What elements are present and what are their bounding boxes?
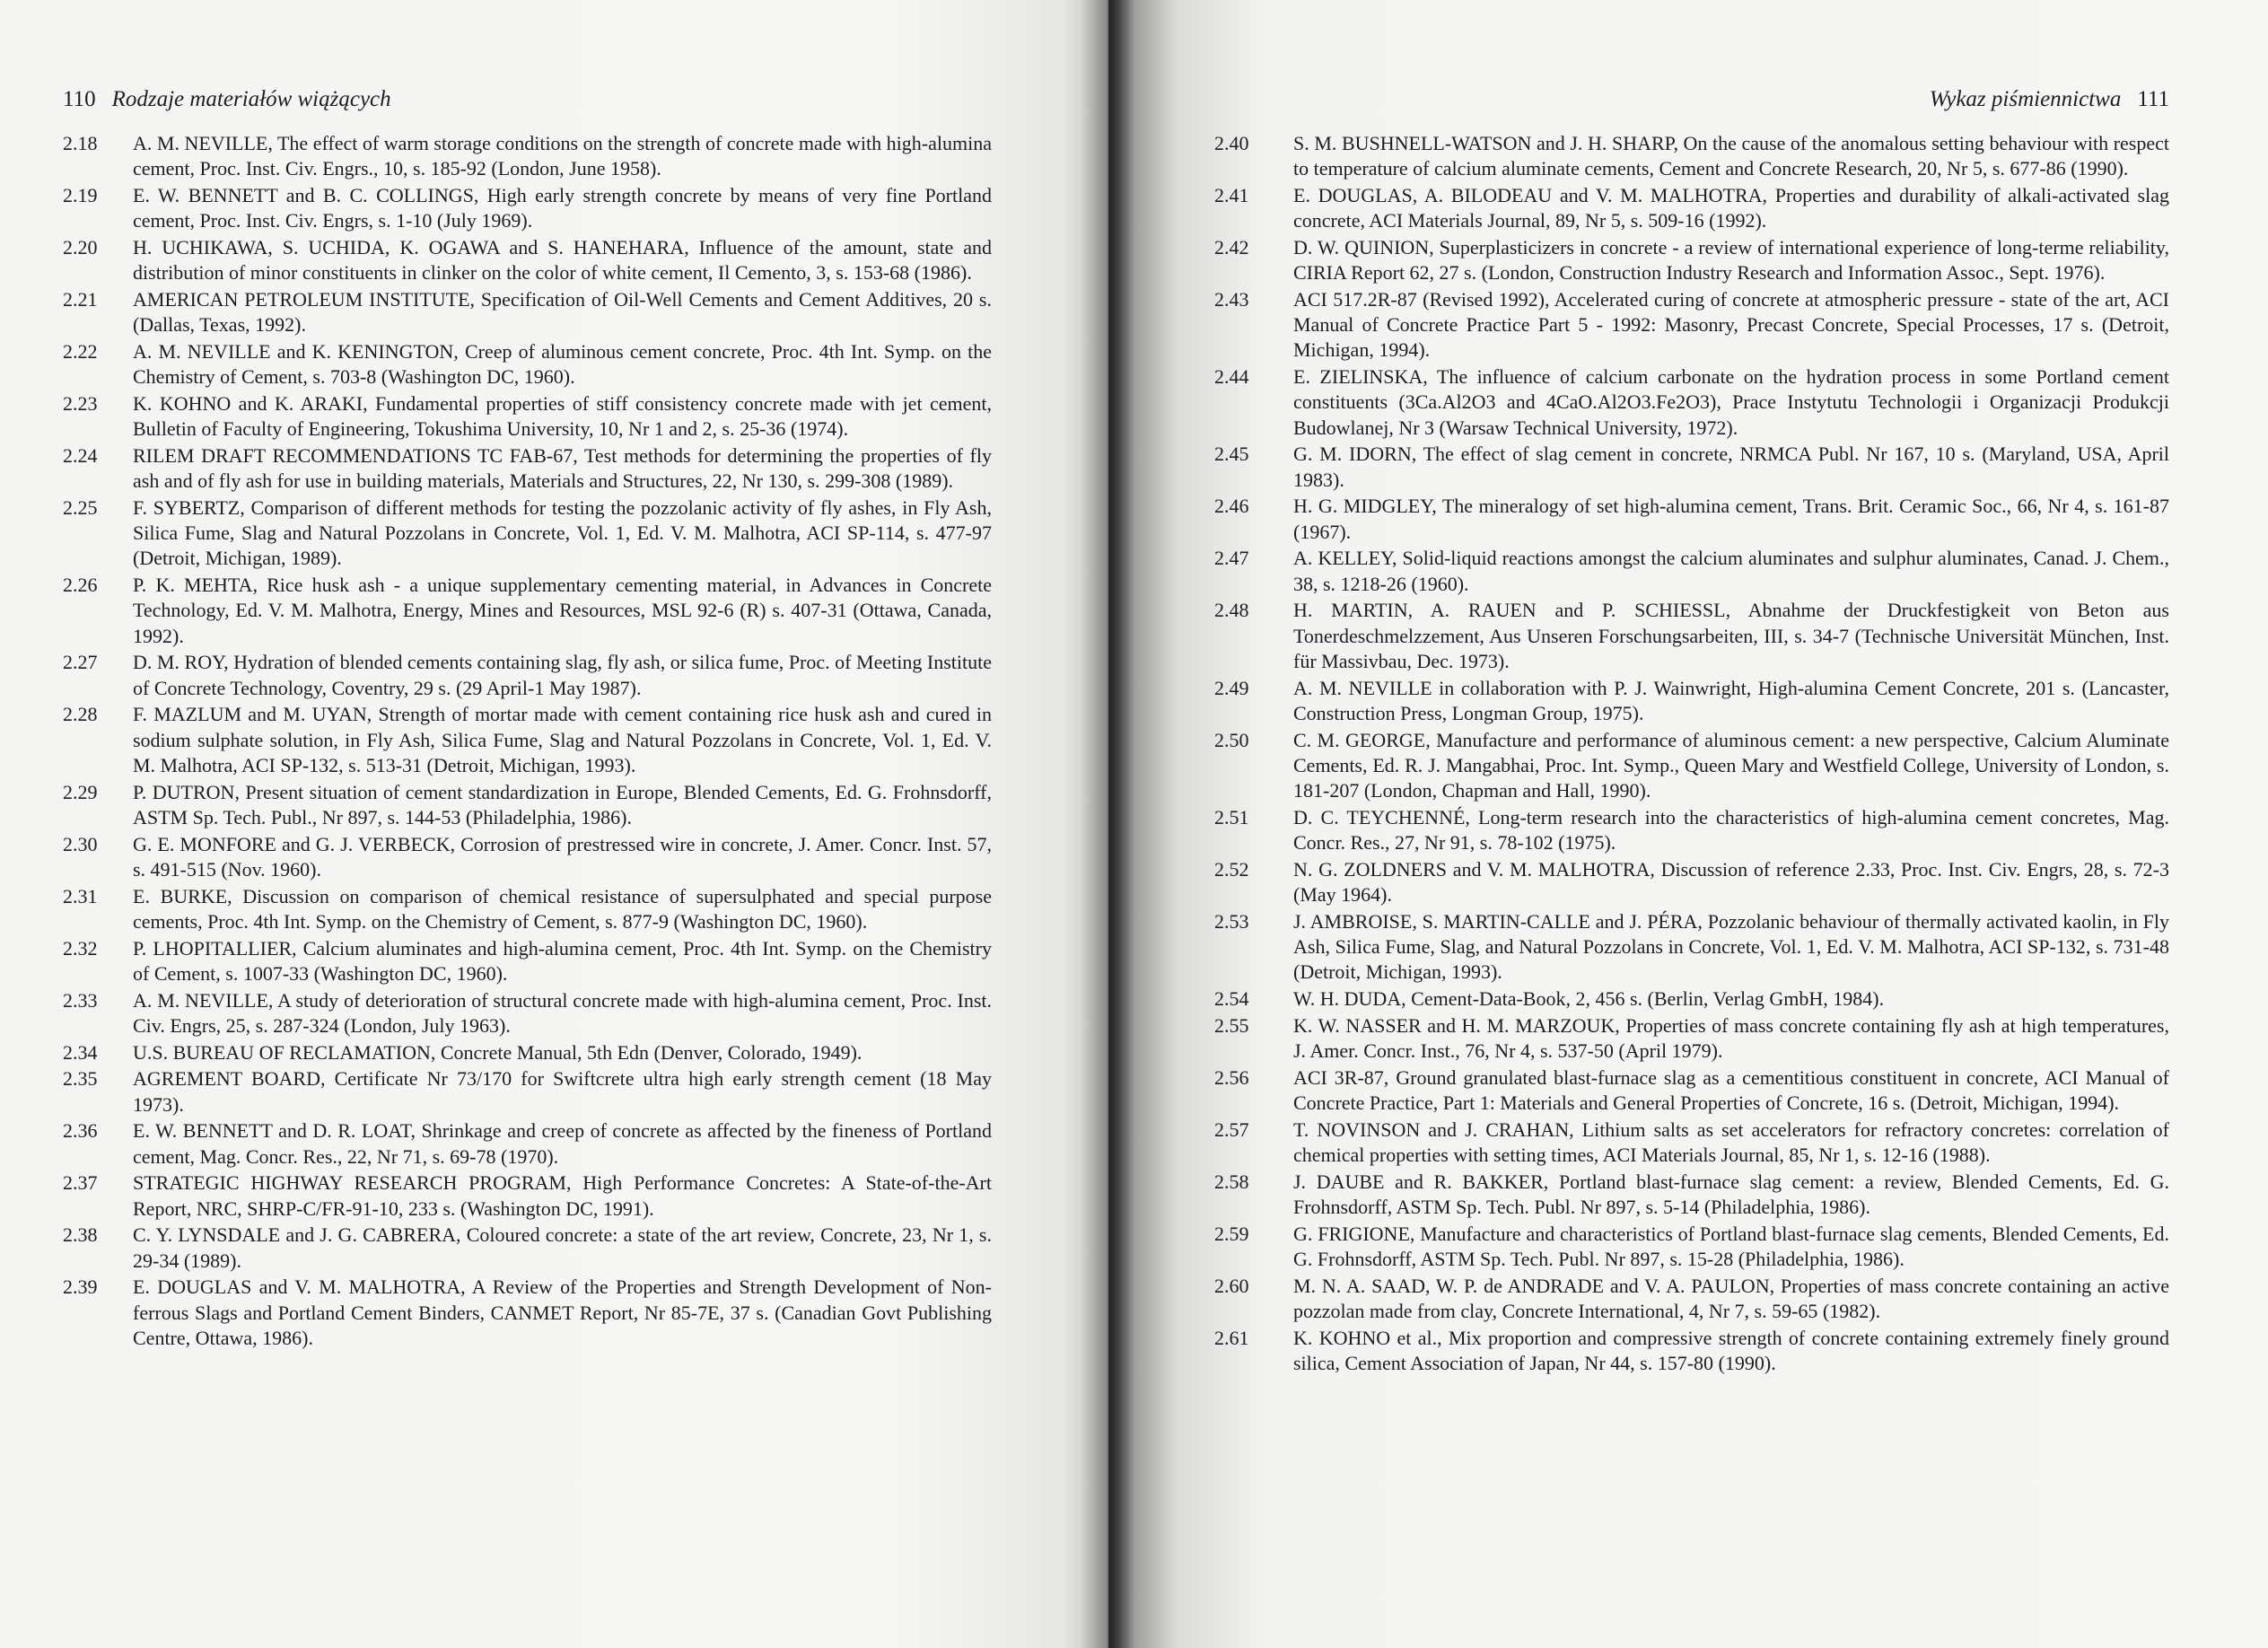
reference-number: 2.40	[1214, 132, 1249, 154]
gutter-shadow	[1081, 0, 1135, 1648]
reference-entry	[63, 131, 992, 181]
reference-text: E. W. BENNETT and B. C. COLLINGS, High early strength concrete by means of very fine Portland cement, Proc. Inst. Civ. Engrs, s. 1-10 (July 1969).	[133, 184, 992, 232]
reference-entry	[1214, 183, 2169, 233]
reference-text: D. M. ROY, Hydration of blended cements containing slag, fly ash, or silica fume, Proc. of Meeting Institute of Concrete Technology, Coventry, 29 s. (29 April-1 May 1987).	[133, 651, 992, 699]
reference-number: 2.36	[63, 1119, 98, 1143]
reference-number: 2.47	[1214, 547, 1249, 570]
reference-number: 2.46	[1214, 495, 1249, 518]
reference-entry	[63, 1066, 992, 1117]
reference-text: D. C. TEYCHENNÉ, Long-term research into the characteristics of high-alumina cement concretes, Mag. Concr. Res., 27, Nr 91, s. 78-102 (1975).	[1293, 805, 2169, 855]
reference-number: 2.27	[63, 651, 98, 674]
reference-number: 2.21	[63, 288, 98, 311]
reference-number: 2.44	[1214, 365, 1249, 389]
reference-text: H. G. MIDGLEY, The mineralogy of set high-alumina cement, Trans. Brit. Ceramic Soc., 66, Nr 4, s. 161-87 (1967).	[1293, 495, 2169, 543]
reference-text: K. KOHNO et al., Mix proportion and compressive strength of concrete containing extremely finely ground silica, Cement Association of Japan, Nr 44, s. 157-80 (1990).	[1293, 1326, 2169, 1375]
reference-text: A. M. NEVILLE and K. KENINGTON, Creep of aluminous cement concrete, Proc. 4th Int. Symp. on the Chemistry of Cement, s. 703-8 (Washington DC, 1960).	[133, 340, 992, 389]
reference-text: ACI 3R-87, Ground granulated blast-furnace slag as a cementitious constituent in concrete, ACI Manual of Concrete Practice, Part 1: Materials and General Properties of Concrete, 16 s. (Detroit, Michigan, 1994).	[1293, 1065, 2169, 1115]
reference-number: 2.52	[1214, 857, 1249, 881]
reference-entry	[63, 650, 992, 700]
reference-entry	[1214, 909, 2169, 986]
reference-entry	[63, 287, 992, 337]
reference-number: 2.18	[63, 132, 98, 154]
reference-text: K. KOHNO and K. ARAKI, Fundamental properties of stiff consistency concrete made with jet cement, Bulletin of Faculty of Engineering, Tokushima University, 10, Nr 1 and 2, s. 25-36 (1974).	[133, 392, 992, 441]
reference-text: E. BURKE, Discussion on comparison of chemical resistance of supersulphated and special purpose cements, Proc. 4th Int. Symp. on the Chemistry of Cement, s. 877-9 (Washington DC, 1960).	[133, 884, 992, 933]
reference-number: 2.60	[1214, 1274, 1249, 1297]
reference-text: C. M. GEORGE, Manufacture and performance of aluminous cement: a new perspective, Calcium Aluminate Cements, Ed. R. J. Mangabhai, Proc. Int. Symp., Queen Mary and Westfield College, University of London, s. 181-207 (London, Chapman and Hall, 1990).	[1293, 728, 2169, 802]
reference-text: C. Y. LYNSDALE and J. G. CABRERA, Coloured concrete: a state of the art review, Concrete, 23, Nr 1, s. 29-34 (1989).	[133, 1223, 992, 1272]
reference-entry	[1214, 728, 2169, 804]
reference-entry	[1214, 494, 2169, 544]
reference-entry	[1214, 1065, 2169, 1116]
reference-text: F. SYBERTZ, Comparison of different methods for testing the pozzolanic activity of fly ashes, in Fly Ash, Silica Fume, Slag and Natural Pozzolans in Concrete, Vol. 1, Ed. V. M. Malhotra, ACI SP-114, s. 477-97 (Detroit, Michigan, 1989).	[133, 496, 992, 570]
reference-number: 2.51	[1214, 805, 1249, 828]
reference-text: E. DOUGLAS and V. M. MALHOTRA, A Review of the Properties and Strength Development of Non-ferrous Slags and Portland Cement Binders, CANMET Report, Nr 85-7E, 37 s. (Canadian Govt Publishing Centre, Ottawa, 1986).	[133, 1275, 992, 1349]
right-page-number: 111	[2137, 87, 2169, 111]
reference-entry	[1214, 1118, 2169, 1168]
reference-text: E. ZIELINSKA, The influence of calcium carbonate on the hydration process in some Portland cement constituents (3Ca.Al2O3 and 4CaO.Al2O3.Fe2O3), Prace Instytutu Technologii i Organizacji Produkcji Budowlanej, Nr 3 (Warsaw Technical University, 1972).	[1293, 365, 2169, 439]
reference-number: 2.24	[63, 444, 98, 467]
reference-text: M. N. A. SAAD, W. P. de ANDRADE and V. A. PAULON, Properties of mass concrete containing an active pozzolan made from clay, Concrete International, 4, Nr 7, s. 59-65 (1982).	[1293, 1274, 2169, 1323]
left-running-head	[63, 86, 992, 113]
left-reference-list	[63, 131, 992, 1351]
reference-entry	[63, 235, 992, 285]
reference-entry	[63, 495, 992, 572]
reference-entry	[1214, 131, 2169, 181]
reference-text: H. MARTIN, A. RAUEN and P. SCHIESSL, Abnahme der Druckfestigkeit von Beton aus Tonerdeschmelzzement, Aus Unseren Forschungsarbeiten, III, s. 34-7 (Technische Universität München, Inst. für Massivbau, Dec. 1973).	[1293, 599, 2169, 672]
reference-entry	[63, 780, 992, 830]
reference-number: 2.23	[63, 392, 98, 415]
reference-text: J. AMBROISE, S. MARTIN-CALLE and J. PÉRA, Pozzolanic behaviour of thermally activated kaolin, in Fly Ash, Silica Fume, Slag, and Natural Pozzolans in Concrete, Vol. 1, Ed. V. M. Malhotra, ACI SP-132, s. 731-48 (Detroit, Michigan, 1993).	[1293, 909, 2169, 984]
reference-number: 2.38	[63, 1223, 98, 1247]
reference-number: 2.37	[63, 1171, 98, 1195]
reference-text: P. K. MEHTA, Rice husk ash - a unique supplementary cementing material, in Advances in Concrete Technology, Ed. V. M. Malhotra, Energy, Mines and Resources, MSL 92-6 (R) s. 407-31 (Ottawa, Canada, 1992).	[133, 574, 992, 647]
reference-entry	[1214, 1326, 2169, 1376]
right-reference-list	[1214, 131, 2169, 1376]
reference-entry	[63, 391, 992, 442]
reference-number: 2.59	[1214, 1222, 1249, 1245]
reference-text: U.S. BUREAU OF RECLAMATION, Concrete Manual, 5th Edn (Denver, Colorado, 1949).	[133, 1040, 863, 1064]
reference-entry	[63, 443, 992, 494]
reference-number: 2.33	[63, 988, 98, 1012]
reference-entry	[63, 1118, 992, 1169]
reference-entry	[1214, 857, 2169, 907]
reference-number: 2.50	[1214, 728, 1249, 751]
reference-entry	[63, 884, 992, 934]
reference-text: G. M. IDORN, The effect of slag cement in concrete, NRMCA Publ. Nr 167, 10 s. (Maryland, USA, April 1983).	[1293, 443, 2169, 491]
reference-text: AGREMENT BOARD, Certificate Nr 73/170 for Swiftcrete ultra high early strength cement (18 May 1973).	[133, 1067, 992, 1116]
reference-text: STRATEGIC HIGHWAY RESEARCH PROGRAM, High Performance Concretes: A State-of-the-Art Report, NRC, SHRP-C/FR-91-10, 233 s. (Washington DC, 1991).	[133, 1171, 992, 1220]
right-page	[1108, 0, 2268, 1648]
reference-entry	[1214, 1274, 2169, 1324]
reference-text: W. H. DUDA, Cement-Data-Book, 2, 456 s. (Berlin, Verlag GmbH, 1984).	[1293, 987, 1885, 1011]
reference-number: 2.26	[63, 574, 98, 597]
reference-entry	[1214, 1222, 2169, 1272]
reference-entry	[1214, 1013, 2169, 1064]
reference-entry	[63, 1170, 992, 1221]
reference-entry	[1214, 598, 2169, 674]
reference-text: P. DUTRON, Present situation of cement standardization in Europe, Blended Cements, Ed. G. Frohnsdorff, ASTM Sp. Tech. Publ., Nr 897, s. 144-53 (Philadelphia, 1986).	[133, 780, 992, 828]
reference-text: A. KELLEY, Solid-liquid reactions amongst the calcium aluminates and sulphur aluminates, Canad. J. Chem., 38, s. 1218-26 (1960).	[1293, 547, 2169, 595]
reference-number: 2.41	[1214, 184, 1249, 206]
reference-entry	[1214, 986, 2169, 1012]
left-running-title: Rodzaje materiałów wiążących	[111, 87, 391, 111]
reference-text: ACI 517.2R-87 (Revised 1992), Accelerated curing of concrete at atmospheric pressure - state of the art, ACI Manual of Concrete Practice Part 5 - 1992: Masonry, Precast Concrete, Special Processes, 17 s. (Detroit, Michigan, 1994).	[1293, 288, 2169, 362]
reference-entry	[63, 1275, 992, 1351]
reference-text: K. W. NASSER and H. M. MARZOUK, Properties of mass concrete containing fly ash at high temperatures, J. Amer. Concr. Inst., 76, Nr 4, s. 537-50 (April 1979).	[1293, 1013, 2169, 1063]
reference-text: G. FRIGIONE, Manufacture and characteristics of Portland blast-furnace slag cements, Blended Cements, Ed. G. Frohnsdorff, ASTM Sp. Tech. Publ. Nr 897, s. 15-28 (Philadelphia, 1986).	[1293, 1222, 2169, 1271]
reference-text: G. E. MONFORE and G. J. VERBECK, Corrosion of prestressed wire in concrete, J. Amer. Concr. Inst. 57, s. 491-515 (Nov. 1960).	[133, 832, 992, 881]
reference-number: 2.42	[1214, 236, 1249, 259]
reference-entry	[63, 573, 992, 649]
reference-number: 2.35	[63, 1067, 98, 1091]
reference-number: 2.57	[1214, 1118, 1249, 1141]
reference-number: 2.56	[1214, 1065, 1249, 1089]
reference-number: 2.49	[1214, 676, 1249, 699]
reference-number: 2.55	[1214, 1013, 1249, 1037]
reference-entry	[63, 832, 992, 882]
reference-number: 2.19	[63, 184, 98, 206]
reference-text: T. NOVINSON and J. CRAHAN, Lithium salts as set accelerators for refractory concretes: correlation of chemical properties with setting times, ACI Materials Journal, 85, Nr 1, s. 12-16 (1988).	[1293, 1118, 2169, 1167]
reference-entry	[63, 1040, 992, 1065]
left-page	[0, 0, 1108, 1648]
reference-entry	[1214, 364, 2169, 441]
reference-text: N. G. ZOLDNERS and V. M. MALHOTRA, Discussion of reference 2.33, Proc. Inst. Civ. Engrs, 28, s. 72-3 (May 1964).	[1293, 857, 2169, 907]
reference-text: E. DOUGLAS, A. BILODEAU and V. M. MALHOTRA, Properties and durability of alkali-activated slag concrete, ACI Materials Journal, 89, Nr 5, s. 509-16 (1992).	[1293, 184, 2169, 232]
reference-number: 2.43	[1214, 288, 1249, 311]
reference-entry	[63, 183, 992, 233]
reference-entry	[63, 988, 992, 1039]
reference-number: 2.61	[1214, 1326, 1249, 1349]
reference-number: 2.54	[1214, 987, 1249, 1011]
reference-number: 2.48	[1214, 599, 1249, 622]
right-running-title: Wykaz piśmiennictwa	[1929, 87, 2122, 111]
reference-number: 2.25	[63, 496, 98, 519]
reference-number: 2.20	[63, 236, 98, 259]
reference-number: 2.34	[63, 1040, 98, 1064]
reference-entry	[63, 339, 992, 390]
reference-text: A. M. NEVILLE, The effect of warm storage conditions on the strength of concrete made with high-alumina cement, Proc. Inst. Civ. Engrs., 10, s. 185-92 (London, June 1958).	[133, 132, 992, 180]
reference-number: 2.22	[63, 340, 98, 363]
reference-entry	[1214, 442, 2169, 492]
reference-number: 2.45	[1214, 443, 1249, 466]
reference-number: 2.53	[1214, 909, 1249, 933]
reference-entry	[1214, 287, 2169, 364]
reference-number: 2.31	[63, 884, 98, 907]
reference-text: H. UCHIKAWA, S. UCHIDA, K. OGAWA and S. HANEHARA, Influence of the amount, state and distribution of minor constituents in clinker on the color of white cement, Il Cemento, 3, s. 153-68 (1986).	[133, 236, 992, 285]
reference-number: 2.30	[63, 832, 98, 855]
reference-text: F. MAZLUM and M. UYAN, Strength of mortar made with cement containing rice husk ash and cured in sodium sulphate solution, in Fly Ash, Silica Fume, Slag and Natural Pozzolans in Concrete, Vol. 1, Ed. V. M. Malhotra, ACI SP-132, s. 513-31 (Detroit, Michigan, 1993).	[133, 703, 992, 776]
reference-entry	[1214, 1170, 2169, 1220]
reference-text: AMERICAN PETROLEUM INSTITUTE, Specification of Oil-Well Cements and Cement Additives, 20 s. (Dallas, Texas, 1992).	[133, 288, 992, 337]
reference-entry	[1214, 676, 2169, 726]
reference-text: A. M. NEVILLE in collaboration with P. J. Wainwright, High-alumina Cement Concrete, 201 s. (Lancaster, Construction Press, Longman Group, 1975).	[1293, 676, 2169, 724]
reference-entry	[1214, 805, 2169, 855]
reference-entry	[1214, 546, 2169, 596]
reference-entry	[63, 936, 992, 986]
reference-entry	[63, 1223, 992, 1273]
reference-text: J. DAUBE and R. BAKKER, Portland blast-furnace slag cement: a review, Blended Cements, Ed. G. Frohnsdorff, ASTM Sp. Tech. Publ. Nr 897, s. 5-14 (Philadelphia, 1986).	[1293, 1170, 2169, 1219]
reference-number: 2.58	[1214, 1170, 1249, 1193]
reference-entry	[1214, 235, 2169, 285]
reference-number: 2.28	[63, 703, 98, 726]
reference-text: D. W. QUINION, Superplasticizers in concrete - a review of international experience of long-terme reliability, CIRIA Report 62, 27 s. (London, Construction Industry Research and Information Assoc., Sept. 1976).	[1293, 236, 2169, 285]
reference-text: A. M. NEVILLE, A study of deterioration of structural concrete made with high-alumina cement, Proc. Inst. Civ. Engrs, 25, s. 287-324 (London, July 1963).	[133, 988, 992, 1037]
right-running-head	[1214, 86, 2169, 113]
reference-number: 2.32	[63, 936, 98, 960]
reference-entry	[63, 702, 992, 778]
reference-number: 2.29	[63, 780, 98, 803]
reference-text: E. W. BENNETT and D. R. LOAT, Shrinkage and creep of concrete as affected by the fineness of Portland cement, Mag. Concr. Res., 22, Nr 71, s. 69-78 (1970).	[133, 1119, 992, 1168]
left-page-number: 110	[63, 87, 96, 111]
reference-number: 2.39	[63, 1275, 98, 1299]
reference-text: S. M. BUSHNELL-WATSON and J. H. SHARP, On the cause of the anomalous setting behaviour with respect to temperature of calcium aluminate cements, Cement and Concrete Research, 20, Nr 5, s. 677-86 (1990).	[1293, 132, 2169, 180]
reference-text: P. LHOPITALLIER, Calcium aluminates and high-alumina cement, Proc. 4th Int. Symp. on the Chemistry of Cement, s. 1007-33 (Washington DC, 1960).	[133, 936, 992, 985]
reference-text: RILEM DRAFT RECOMMENDATIONS TC FAB-67, Test methods for determining the properties of fly ash and of fly ash for use in building materials, Materials and Structures, 22, Nr 130, s. 299-308 (1989).	[133, 444, 992, 493]
